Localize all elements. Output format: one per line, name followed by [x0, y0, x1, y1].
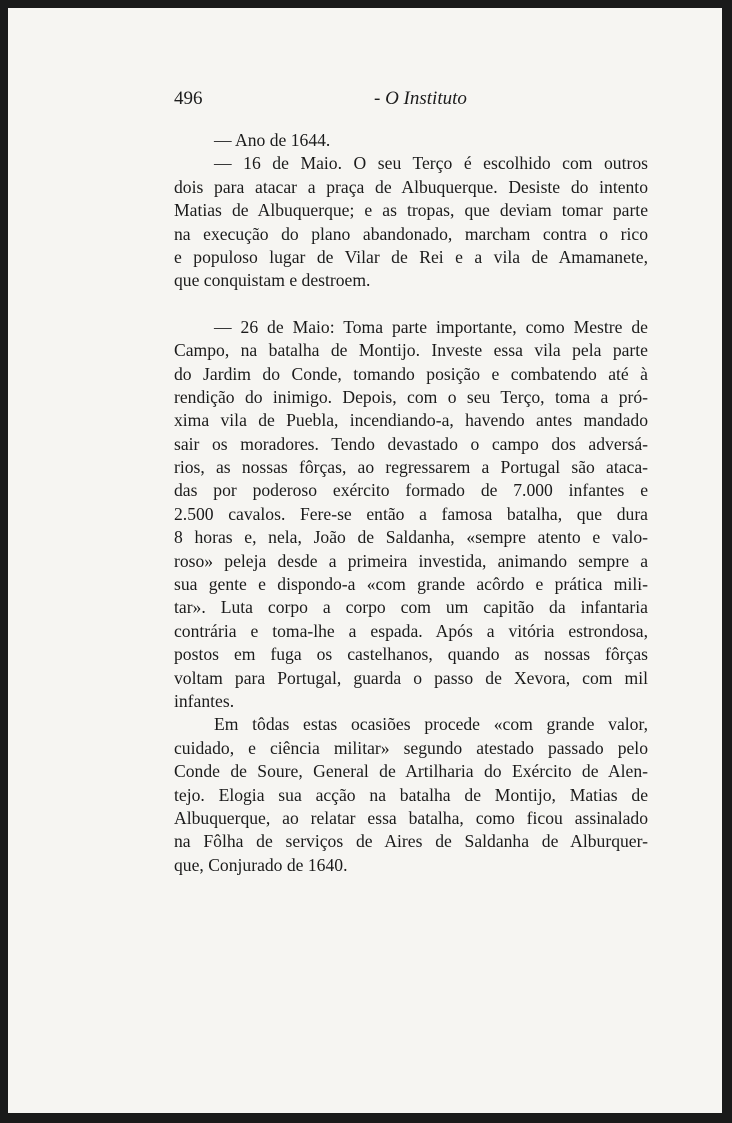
text-line: sair os moradores. Tendo devastado o campo dos adversá- — [174, 433, 648, 454]
text-line: na execução do plano abandonado, marcham contra o rico — [174, 223, 648, 244]
text-line: 8 horas e, nela, João de Saldanha, «sempre atento e valo- — [174, 527, 648, 548]
text-line: dois para atacar a praça de Albuquerque. Desiste do intento — [174, 176, 648, 197]
text-line: infantes. — [174, 690, 235, 711]
text-line: — Ano de 1644. — [214, 130, 331, 150]
text-line: do Jardim do Conde, tomando posição e combatendo até à — [174, 363, 648, 384]
text-line: xima vila de Puebla, incendiando-a, havendo antes mandado — [174, 410, 648, 431]
text-line: rendição do inimigo. Depois, com o seu Terço, toma a pró- — [174, 386, 648, 407]
text-line: Campo, na batalha de Montijo. Investe essa vila pela parte — [174, 340, 648, 361]
text-line: cuidado, e ciência militar» segundo atestado passado pelo — [174, 737, 648, 758]
body-text — [174, 129, 648, 877]
text-line: contrária e toma-lhe a espada. Após a vitória estrondosa, — [174, 620, 648, 641]
text-line: — 26 de Maio: Toma parte importante, como Mestre de — [214, 316, 648, 337]
paragraph-gap — [174, 293, 648, 316]
text-line: tejo. Elogia sua acção na batalha de Montijo, Matias de — [174, 784, 648, 805]
text-line: que, Conjurado de 1640. — [174, 854, 348, 875]
paragraph — [174, 713, 648, 877]
text-line: tar». Luta corpo a corpo com um capitão da infantaria — [174, 597, 648, 618]
page-number: 496 — [174, 88, 203, 109]
text-line: Albuquerque, ao relatar essa batalha, como ficou assinalado — [174, 807, 648, 828]
page-header — [174, 88, 648, 110]
text-line: postos em fuga os castelhanos, quando as nossas fôrças — [174, 644, 648, 665]
text-line: Em tôdas estas ocasiões procede «com grande valor, — [214, 714, 648, 735]
text-line: que conquistam e destroem. — [174, 270, 371, 291]
text-line: — 16 de Maio. O seu Terço é escolhido com outros — [214, 153, 648, 174]
text-line: das por poderoso exército formado de 7.000 infantes e — [174, 480, 648, 501]
text-line: Matias de Albuquerque; e as tropas, que deviam tomar parte — [174, 200, 648, 221]
text-line: na Fôlha de serviços de Aires de Saldanha de Alburquer- — [174, 831, 648, 852]
paragraph — [174, 129, 648, 152]
running-title: - O Instituto — [374, 88, 467, 109]
book-page — [8, 8, 722, 1113]
text-line: rios, as nossas fôrças, ao regressarem a Portugal são ataca- — [174, 457, 648, 478]
paragraph — [174, 316, 648, 714]
text-line: sua gente e dispondo-a «com grande acôrdo e prática mili- — [174, 574, 648, 595]
text-line: Conde de Soure, General de Artilharia do Exército de Alen- — [174, 761, 648, 782]
text-line: e populoso lugar de Vilar de Rei e a vila de Amamanete, — [174, 246, 648, 267]
text-line: voltam para Portugal, guarda o passo de Xevora, com mil — [174, 667, 648, 688]
paragraph — [174, 152, 648, 292]
text-line: roso» peleja desde a primeira investida, animando sempre a — [174, 550, 648, 571]
text-line: 2.500 cavalos. Fere-se então a famosa batalha, que dura — [174, 503, 648, 524]
